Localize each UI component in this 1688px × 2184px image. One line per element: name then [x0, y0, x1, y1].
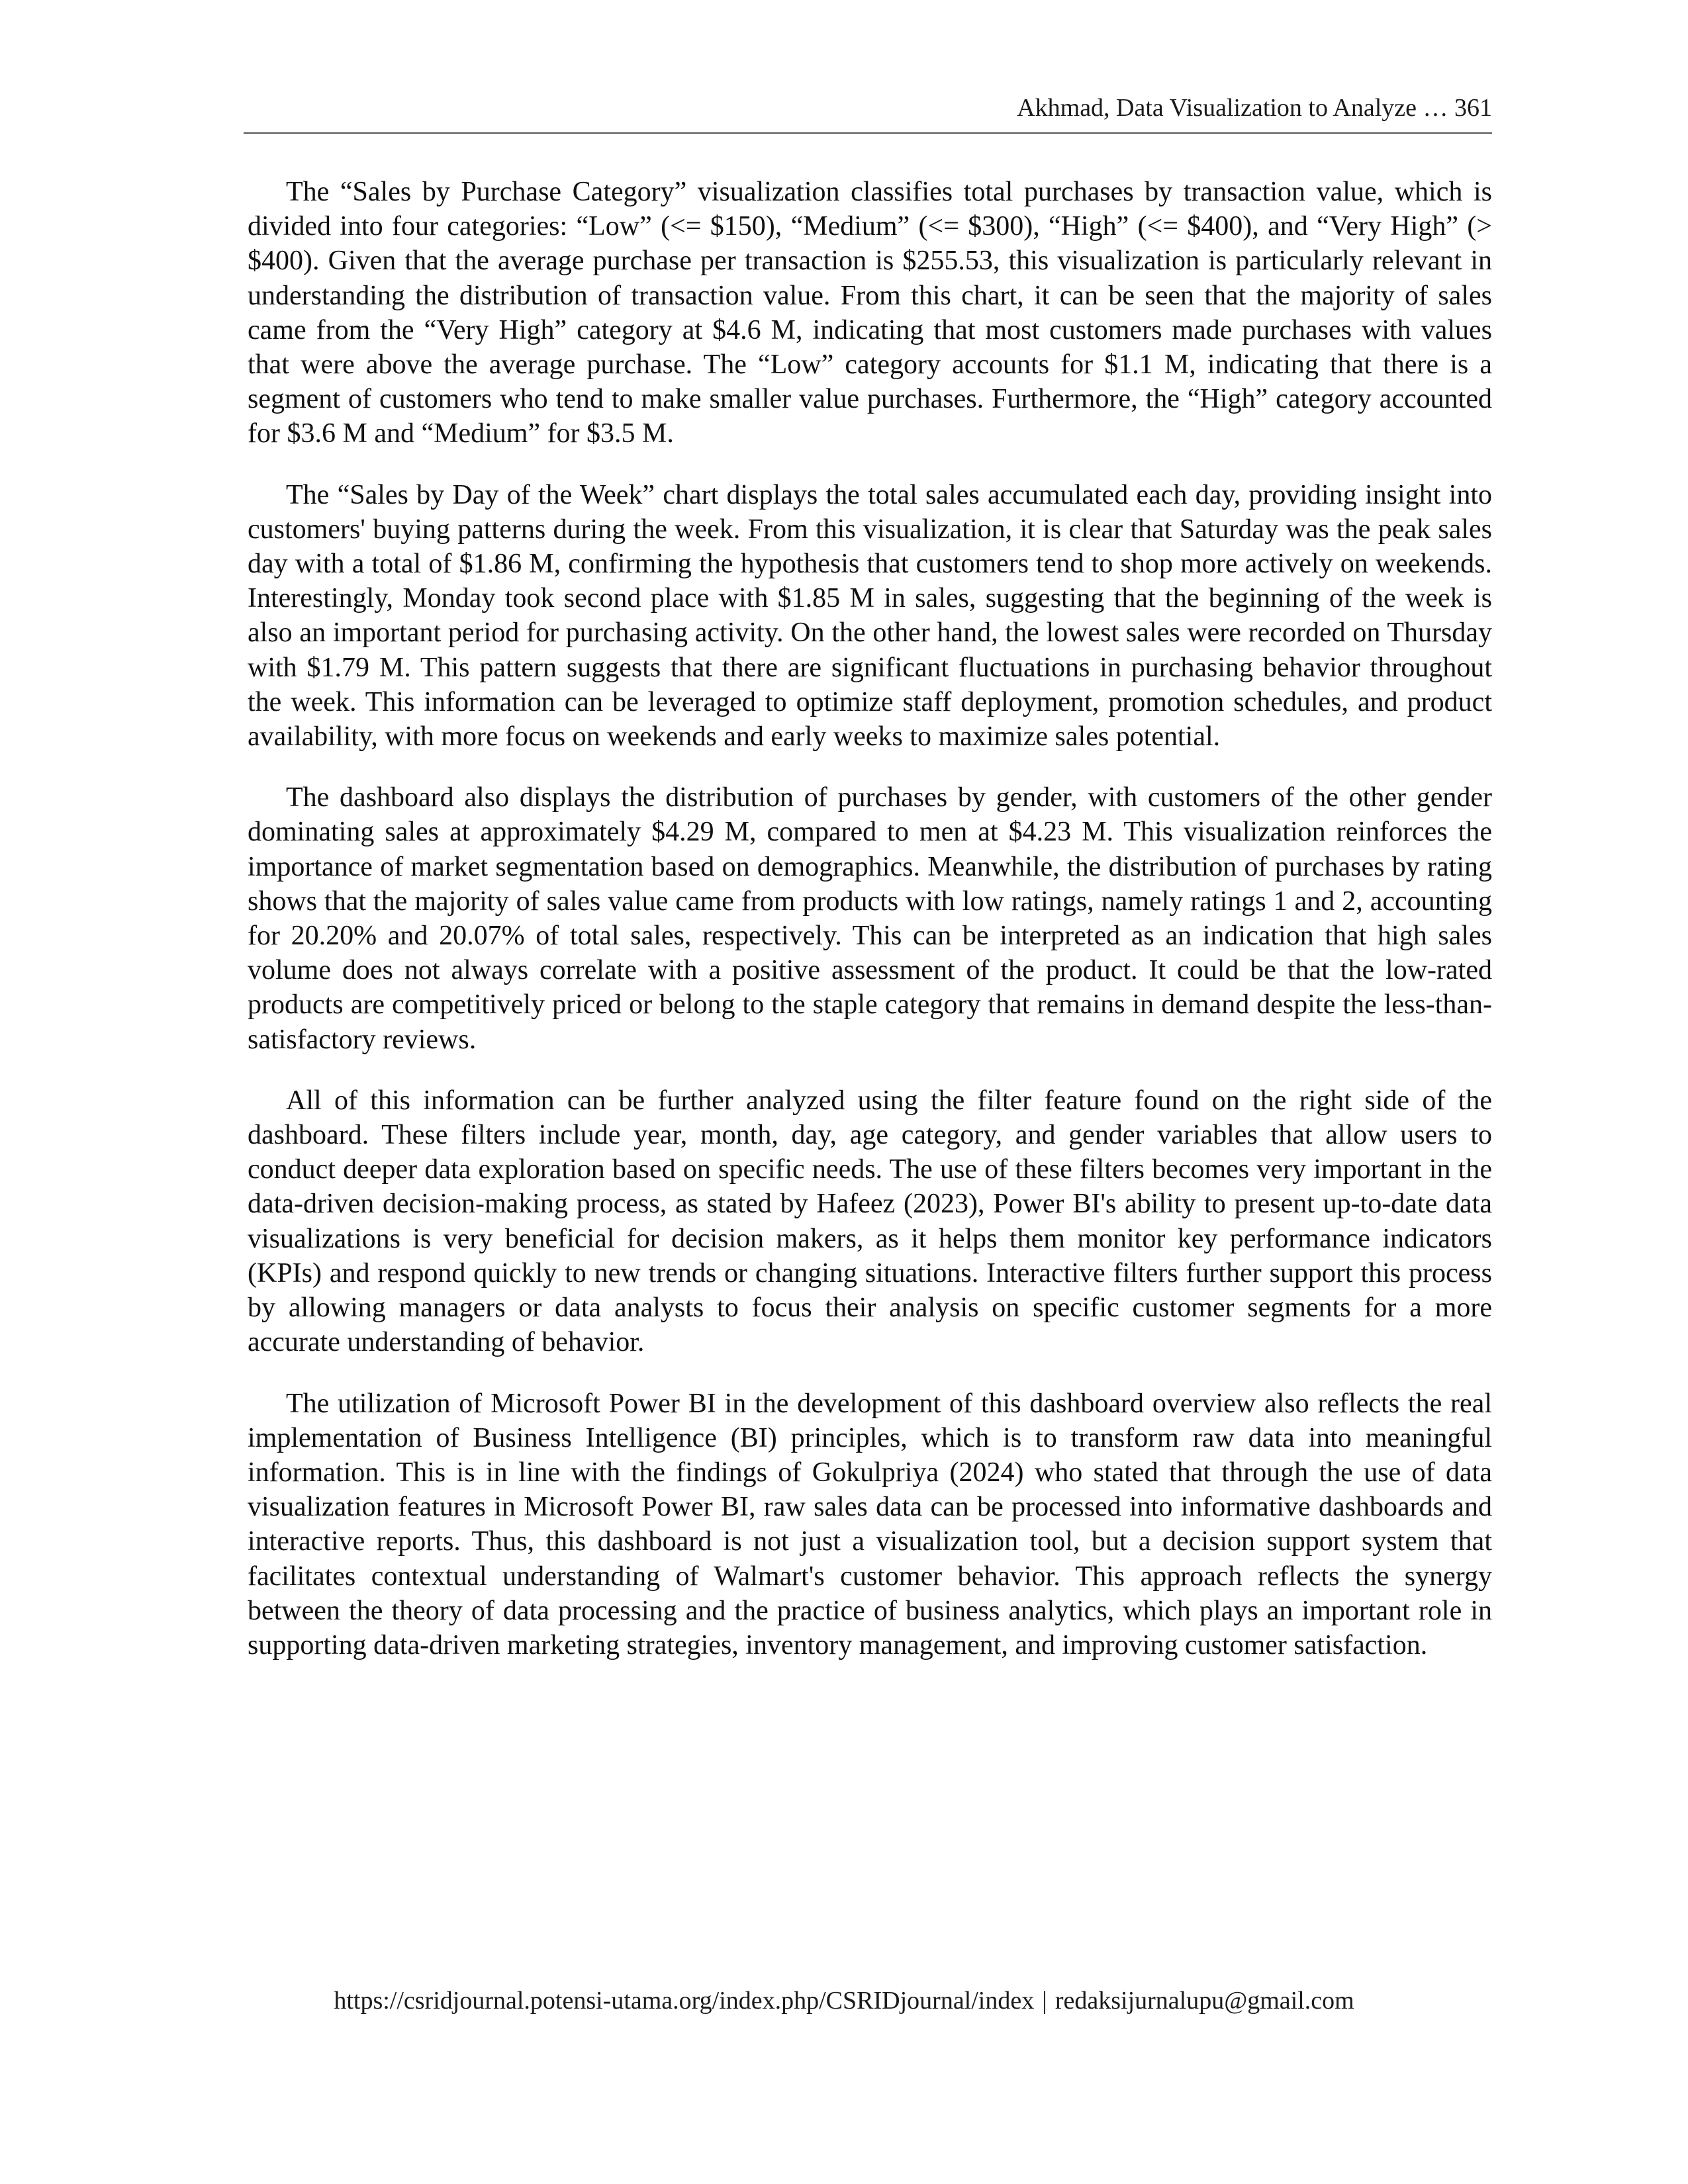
journal-email-link[interactable]: redaksijurnalupu@gmail.com: [1055, 1987, 1354, 2015]
paragraph-filter-feature: All of this information can be further analyzed using the filter feature found on the right side of the dashboard. These filters include year, month, day, age category, and gender variables that allow users to conduct deeper data exploration based on specific needs. The use of these filters becomes very important in the data-driven decision-making process, as stated by Hafeez (2023), Power BI's ability to present up-to-date data visualizations is very beneficial for decision makers, as it helps them monitor key performance indicators (KPIs) and respond quickly to new trends or changing situations. Interactive filters further support this process by allowing managers or data analysts to focus their analysis on specific customer segments for a more accurate understanding of behavior.: [248, 1085, 1492, 1358]
page-footer: [0, 1985, 1688, 2016]
paragraph-sales-by-day-of-week: The “Sales by Day of the Week” chart displays the total sales accumulated each day, providing insight into customers' buying patterns during the week. From this visualization, it is clear that Saturday was the peak sales day with a total of $1.86 M, confirming the hypothesis that customers tend to shop more actively on weekends. Interestingly, Monday took second place with $1.85 M in sales, suggesting that the beginning of the week is also an important period for purchasing activity. On the other hand, the lowest sales were recorded on Thursday with $1.79 M. This pattern suggests that there are significant fluctuations in purchasing behavior throughout the week. This information can be leveraged to optimize staff deployment, promotion schedules, and product availability, with more focus on weekends and early weeks to maximize sales potential.: [248, 479, 1492, 752]
paragraph-sales-by-purchase-category: The “Sales by Purchase Category” visualization classifies total purchases by transaction value, which is divided into four categories: “Low” (<= $150), “Medium” (<= $300), “High” (<= $400), and “Very High” (> $400). Given that the average purchase per transaction is $255.53, this visualization is particularly relevant in understanding the distribution of transaction value. From this chart, it can be seen that the majority of sales came from the “Very High” category at $4.6 M, indicating that most customers made purchases with values that were above the average purchase. The “Low” category accounts for $1.1 M, indicating that there is a segment of customers who tend to make smaller value purchases. Furthermore, the “High” category accounted for $3.6 M and “Medium” for $3.5 M.: [248, 177, 1492, 449]
running-header: [244, 93, 1492, 134]
journal-url-link[interactable]: https://csridjournal.potensi-utama.org/index.php/CSRIDjournal/index: [334, 1987, 1035, 2015]
paragraph-gender-and-rating: The dashboard also displays the distribution of purchases by gender, with customers of the other gender dominating sales at approximately $4.29 M, compared to men at $4.23 M. This visualization reinforces the importance of market segmentation based on demographics. Meanwhile, the distribution of purchases by rating shows that the majority of sales value came from products with low ratings, namely ratings 1 and 2, accounting for 20.20% and 20.07% of total sales, respectively. This can be interpreted as an indication that high sales volume does not always correlate with a positive assessment of the product. It could be that the low-rated products are competitively priced or belong to the staple category that remains in demand despite the less-than-satisfactory reviews.: [248, 782, 1492, 1055]
paragraph-power-bi-utilization: The utilization of Microsoft Power BI in the development of this dashboard overview also reflects the real implementation of Business Intelligence (BI) principles, which is to transform raw data into meaningful information. This is in line with the findings of Gokulpriya (2024) who stated that through the use of data visualization features in Microsoft Power BI, raw sales data can be processed into informative dashboards and interactive reports. Thus, this dashboard is not just a visualization tool, but a decision support system that facilitates contextual understanding of Walmart's customer behavior. This approach reflects the synergy between the theory of data processing and the practice of business analytics, which plays an important role in supporting data-driven marketing strategies, inventory management, and improving customer satisfaction.: [248, 1388, 1492, 1661]
footer-separator: |: [1042, 1987, 1047, 2015]
running-title: Akhmad, Data Visualization to Analyze … 361: [1017, 94, 1492, 122]
article-body: [248, 175, 1492, 1689]
